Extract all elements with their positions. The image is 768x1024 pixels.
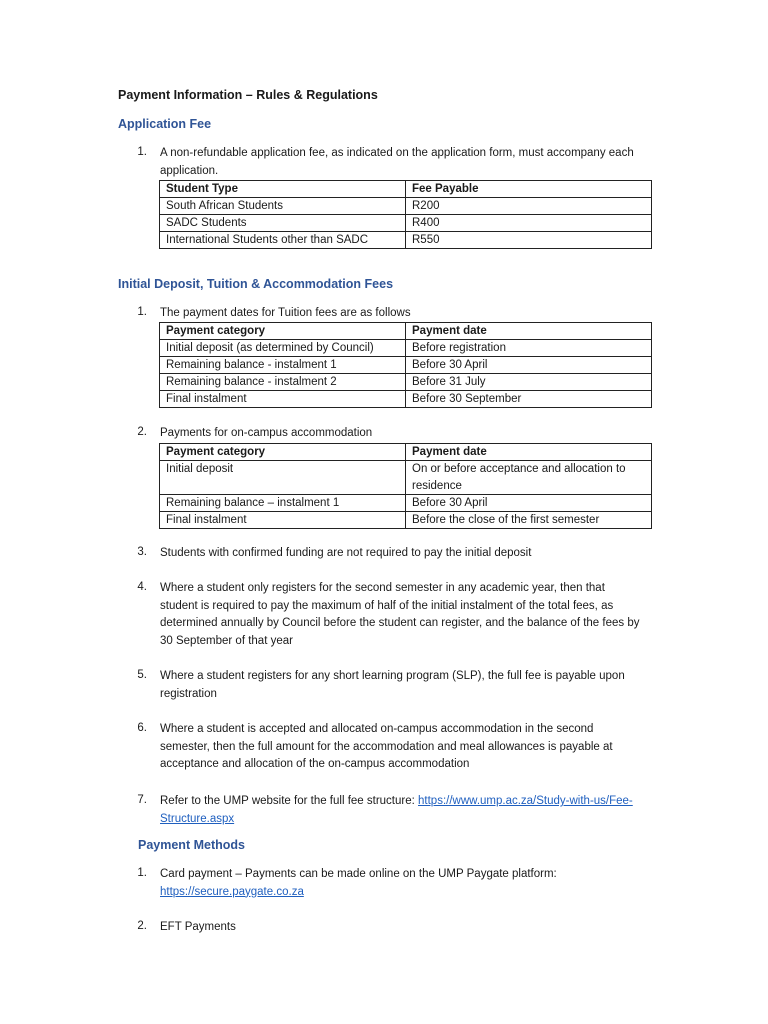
list-number: 3. [137, 546, 147, 558]
table-row [160, 461, 652, 495]
table-row [160, 495, 652, 512]
paygate-link[interactable]: https://secure.paygate.co.za [160, 885, 304, 898]
deposit-item-3: Students with confirmed funding are not required to pay the initial deposit [160, 547, 532, 559]
table-cell: Before the close of the first semester [406, 512, 652, 529]
table-cell: Before registration [406, 340, 652, 357]
table-header-cell: Payment category [160, 444, 406, 461]
table-cell: R200 [406, 198, 652, 215]
fee-structure-text: Refer to the UMP website for the full fee structure: [160, 795, 419, 807]
table-row [160, 215, 652, 232]
table-cell: R400 [406, 215, 652, 232]
fee-structure-link[interactable]: https://www.ump.ac.za/Study-with-us/Fee-Structure.aspx [160, 795, 633, 825]
deposit-item-5: Where a student registers for any short learning program (SLP), the full fee is payable upon registration [160, 670, 625, 700]
list-number: 7. [137, 794, 147, 806]
table-cell: International Students other than SADC [160, 232, 406, 249]
table-cell: Initial deposit (as determined by Council) [160, 340, 406, 357]
payment-methods-heading: Payment Methods [138, 838, 245, 852]
application-fee-item-1: A non-refundable application fee, as indicated on the application form, must accompany each application. [160, 147, 634, 177]
table-row [160, 374, 652, 391]
card-payment-text: Card payment – Payments can be made online on the UMP Paygate platform: [160, 868, 557, 880]
table-header-row [160, 323, 652, 340]
table-header-cell: Fee Payable [406, 181, 652, 198]
table-header-row [160, 181, 652, 198]
deposit-item-6: Where a student is accepted and allocated on-campus accommodation in the second semester, then the full amount for the accommodation and meal allowances is payable at acceptance and allocation of the on-campus accommodation [160, 723, 613, 770]
deposit-item-2: Payments for on-campus accommodation [160, 427, 373, 439]
table-header-cell: Payment date [406, 323, 652, 340]
table-row [160, 340, 652, 357]
table-header-row [160, 444, 652, 461]
table-row [160, 198, 652, 215]
deposit-item-1: The payment dates for Tuition fees are as follows [160, 307, 411, 319]
table-row [160, 232, 652, 249]
table-cell: Before 30 April [406, 495, 652, 512]
table-row [160, 357, 652, 374]
table-cell: SADC Students [160, 215, 406, 232]
page-title: Payment Information – Rules & Regulations [118, 88, 378, 102]
table-row [160, 512, 652, 529]
tuition-payment-table [159, 322, 652, 408]
table-header-cell: Payment date [406, 444, 652, 461]
payment-method-1 [160, 866, 645, 901]
accommodation-payment-table [159, 443, 652, 529]
list-number: 2. [137, 920, 147, 932]
deposit-heading: Initial Deposit, Tuition & Accommodation Fees [118, 277, 394, 291]
list-number: 2. [137, 426, 147, 438]
application-fee-table [159, 180, 652, 249]
list-number: 6. [137, 722, 147, 734]
table-cell: Before 30 September [406, 391, 652, 408]
deposit-item-7 [160, 793, 645, 828]
table-cell: On or before acceptance and allocation to residence [406, 461, 652, 495]
table-row [160, 391, 652, 408]
list-number: 1. [137, 146, 147, 158]
application-fee-heading: Application Fee [118, 117, 212, 131]
list-number: 5. [137, 669, 147, 681]
table-cell: South African Students [160, 198, 406, 215]
table-cell: Remaining balance - instalment 1 [160, 357, 406, 374]
list-number: 1. [137, 306, 147, 318]
list-number: 4. [137, 581, 147, 593]
table-cell: Initial deposit [160, 461, 406, 495]
table-cell: Final instalment [160, 512, 406, 529]
table-cell: Final instalment [160, 391, 406, 408]
table-cell: R550 [406, 232, 652, 249]
table-header-cell: Payment category [160, 323, 406, 340]
table-cell: Remaining balance – instalment 1 [160, 495, 406, 512]
table-cell: Before 31 July [406, 374, 652, 391]
table-cell: Before 30 April [406, 357, 652, 374]
deposit-item-4: Where a student only registers for the second semester in any academic year, then that student is required to pay the maximum of half of the initial instalment of the total fees, as determined annually by Council before the student can register, and the balance of the fees by 30 September of that year [160, 582, 640, 647]
list-number: 1. [137, 867, 147, 879]
payment-method-2: EFT Payments [160, 921, 236, 933]
table-cell: Remaining balance - instalment 2 [160, 374, 406, 391]
table-header-cell: Student Type [160, 181, 406, 198]
